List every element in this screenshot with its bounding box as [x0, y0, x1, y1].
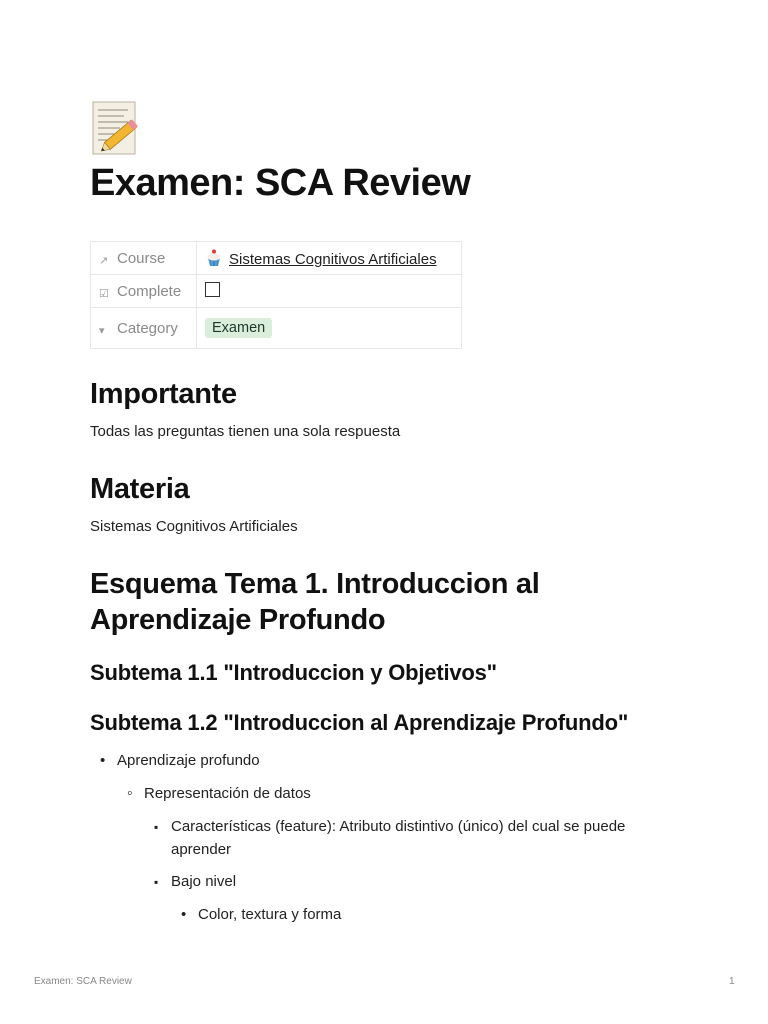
- list-item: ▪ Características (feature): Atributo distintivo (único) del cual se puede aprender: [171, 815, 625, 861]
- memo-pencil-icon[interactable]: [90, 100, 142, 156]
- bullet-square-icon: [154, 870, 158, 894]
- bullet-list: [117, 749, 260, 772]
- bullet-list-level4: [198, 903, 341, 926]
- footer-doc-title: Examen: SCA Review: [34, 976, 132, 987]
- list-item: ▪ Bajo nivel: [171, 870, 236, 893]
- property-row-complete: [91, 275, 462, 308]
- course-link[interactable]: Sistemas Cognitivos Artificiales: [229, 250, 437, 268]
- property-key-complete: Complete: [117, 282, 182, 300]
- heading-esquema-line2: Aprendizaje Profundo: [90, 604, 386, 636]
- list-item: • Aprendizaje profundo: [117, 749, 260, 772]
- heading-materia: Materia: [90, 473, 190, 505]
- bullet-circle-icon: [127, 782, 133, 805]
- bullet-list-level3b: [171, 870, 236, 893]
- heading-subtema-1-2: Subtema 1.2 "Introduccion al Aprendizaje Profundo": [90, 710, 629, 735]
- property-key-course: Course: [117, 249, 166, 267]
- heading-esquema-line1: Esquema Tema 1. Introduccion al: [90, 568, 540, 600]
- importante-text: Todas las preguntas tienen una sola respuesta: [90, 423, 401, 440]
- cupcake-icon: [205, 249, 223, 267]
- checkbox-icon: ☑: [99, 287, 109, 300]
- materia-text: Sistemas Cognitivos Artificiales: [90, 518, 298, 535]
- bullet-disc-icon: [181, 903, 186, 926]
- heading-subtema-1-1: Subtema 1.1 "Introduccion y Objetivos": [90, 660, 497, 685]
- heading-importante: Importante: [90, 378, 237, 410]
- property-row-category: [91, 308, 462, 349]
- property-row-course: [91, 242, 462, 275]
- heading-esquema: [90, 566, 539, 638]
- page-title: Examen: SCA Review: [90, 162, 471, 204]
- footer-page-number: 1: [729, 976, 735, 987]
- property-key-category: Category: [117, 319, 178, 337]
- select-icon: ▾: [99, 324, 105, 337]
- complete-checkbox[interactable]: [205, 282, 220, 297]
- bullet-square-icon: [154, 815, 158, 839]
- bullet-list-level3: [171, 815, 625, 861]
- category-tag[interactable]: Examen: [205, 318, 272, 338]
- arrow-up-right-icon: ↗: [99, 254, 109, 267]
- bullet-disc-icon: [100, 749, 105, 772]
- properties-table: [90, 241, 462, 349]
- list-item: • Color, textura y forma: [198, 903, 341, 926]
- bullet-list-level2: [144, 782, 311, 805]
- list-item: ◦ Representación de datos: [144, 782, 311, 805]
